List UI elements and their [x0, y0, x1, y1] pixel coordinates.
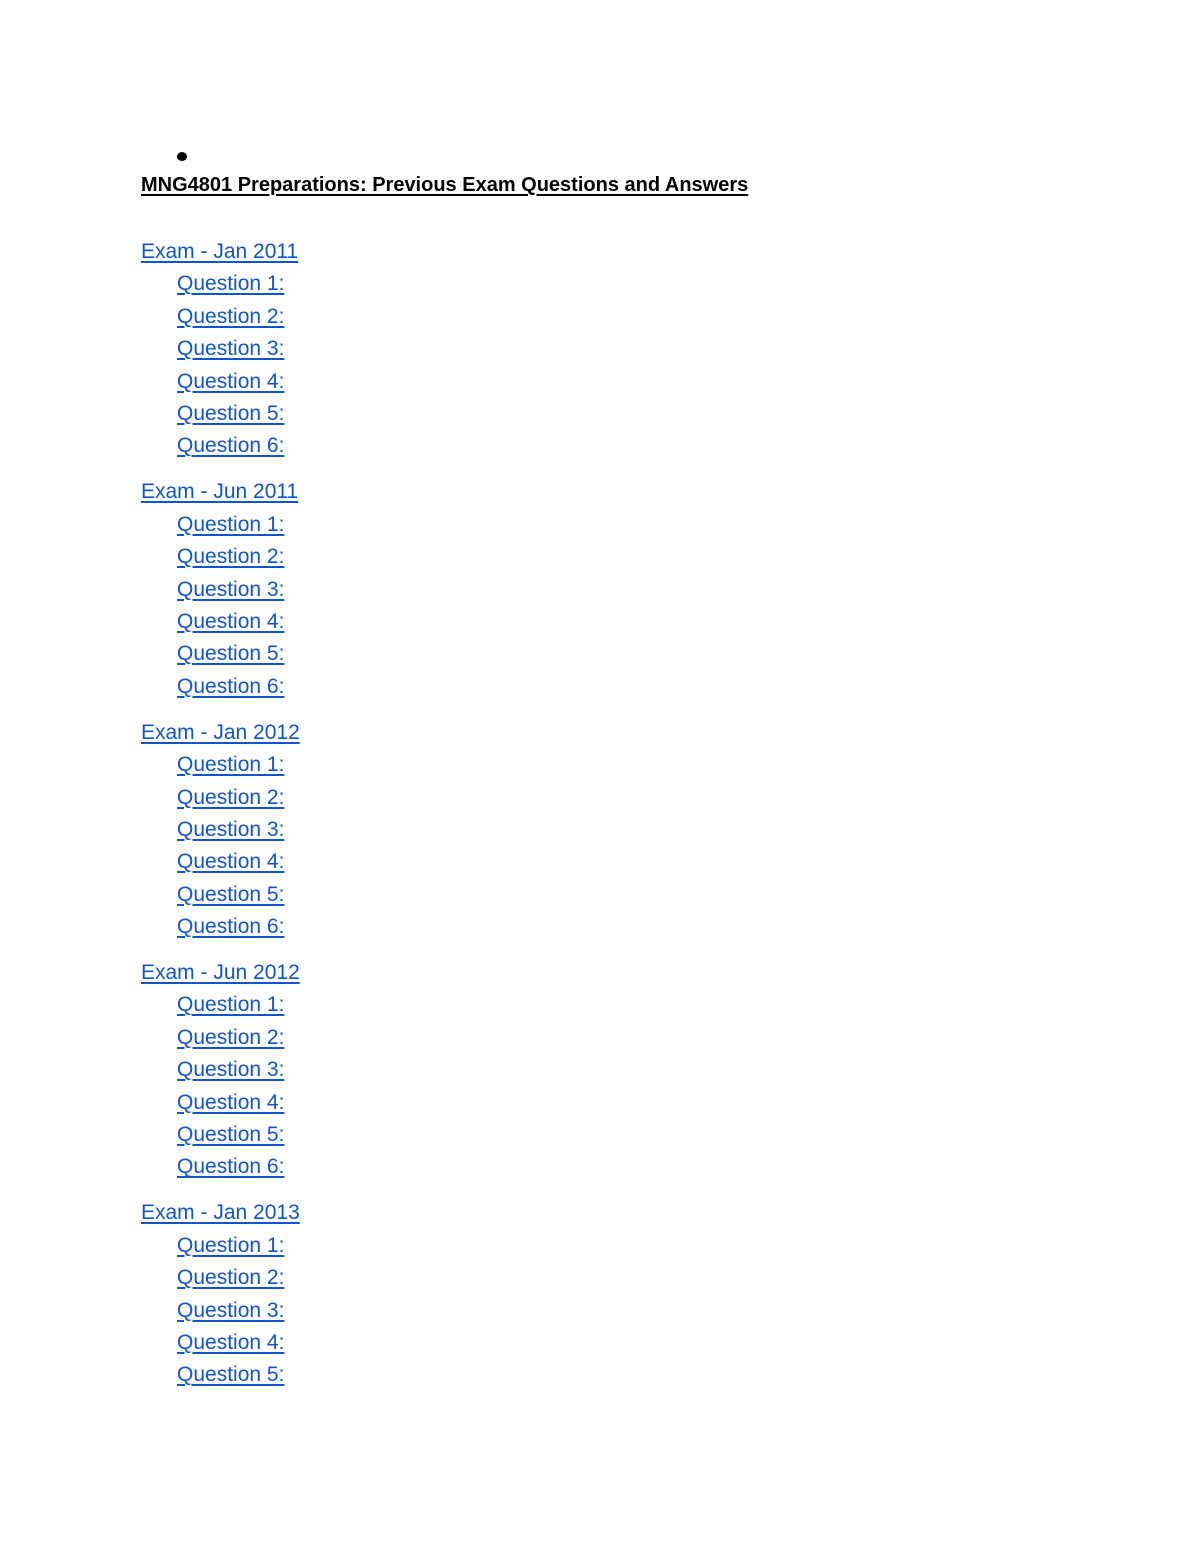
list-item [177, 911, 300, 943]
question-link[interactable]: Question 3: [177, 1058, 285, 1082]
question-link[interactable]: Question 4: [177, 609, 285, 633]
question-link[interactable]: Question 4: [177, 1090, 285, 1114]
list-item [177, 574, 300, 606]
exam-section [141, 1197, 300, 1391]
question-link[interactable]: Question 4: [177, 850, 285, 874]
list-item [177, 814, 300, 846]
question-link[interactable]: Question 6: [177, 1155, 285, 1179]
list-item [177, 638, 300, 670]
list-item [177, 1119, 300, 1151]
question-list [141, 268, 300, 462]
list-item [177, 1359, 300, 1391]
list-item [177, 366, 300, 398]
question-link[interactable]: Question 2: [177, 304, 285, 328]
question-list [141, 1230, 300, 1392]
question-link[interactable]: Question 4: [177, 369, 285, 393]
question-link[interactable]: Question 1: [177, 272, 285, 296]
list-item [177, 268, 300, 300]
list-item [177, 1022, 300, 1054]
question-link[interactable]: Question 2: [177, 545, 285, 569]
question-link[interactable]: Question 2: [177, 785, 285, 809]
list-item [177, 1054, 300, 1086]
exam-section [141, 476, 300, 703]
list-item [177, 1327, 300, 1359]
list-item [177, 606, 300, 638]
list-item [177, 1262, 300, 1294]
list-item [177, 846, 300, 878]
list-item [177, 671, 300, 703]
list-item [177, 1295, 300, 1327]
question-link[interactable]: Question 1: [177, 993, 285, 1017]
list-item [177, 1230, 300, 1262]
exam-section [141, 236, 300, 463]
list-item [177, 1151, 300, 1183]
question-link[interactable]: Question 5: [177, 402, 285, 426]
question-link[interactable]: Question 3: [177, 577, 285, 601]
question-link[interactable]: Question 1: [177, 512, 285, 536]
list-item [177, 541, 300, 573]
question-link[interactable]: Question 4: [177, 1331, 285, 1354]
question-link[interactable]: Question 3: [177, 1298, 285, 1322]
exam-link[interactable]: Exam - Jun 2012 [141, 961, 300, 985]
exam-link[interactable]: Exam - Jan 2013 [141, 1201, 300, 1225]
bullet-icon [177, 152, 187, 161]
exam-section [141, 717, 300, 944]
list-item [177, 749, 300, 781]
question-link[interactable]: Question 6: [177, 674, 285, 698]
list-item [177, 989, 300, 1021]
exam-link[interactable]: Exam - Jan 2011 [141, 240, 299, 263]
question-link[interactable]: Question 5: [177, 882, 285, 906]
list-item [177, 509, 300, 541]
list-item [177, 398, 300, 430]
list-item [177, 1087, 300, 1119]
question-link[interactable]: Question 3: [177, 817, 285, 841]
list-item [177, 782, 300, 814]
list-item [177, 879, 300, 911]
list-item [177, 301, 300, 333]
question-link[interactable]: Question 5: [177, 642, 285, 666]
question-list [141, 749, 300, 943]
question-link[interactable]: Question 2: [177, 1266, 285, 1290]
question-list [141, 989, 300, 1183]
question-list [141, 509, 300, 703]
question-link[interactable]: Question 5: [177, 1363, 285, 1387]
exam-section [141, 957, 300, 1184]
question-link[interactable]: Question 1: [177, 1233, 285, 1257]
question-link[interactable]: Question 5: [177, 1123, 285, 1147]
list-item [177, 430, 300, 462]
question-link[interactable]: Question 6: [177, 434, 285, 458]
question-link[interactable]: Question 2: [177, 1025, 285, 1049]
page-title: MNG4801 Preparations: Previous Exam Questions and Answers [141, 174, 749, 196]
question-link[interactable]: Question 1: [177, 753, 285, 777]
table-of-contents [141, 236, 300, 1405]
list-item [177, 333, 300, 365]
exam-link[interactable]: Exam - Jan 2012 [141, 720, 300, 744]
question-link[interactable]: Question 6: [177, 915, 285, 939]
exam-link[interactable]: Exam - Jun 2011 [141, 480, 299, 504]
question-link[interactable]: Question 3: [177, 337, 285, 361]
